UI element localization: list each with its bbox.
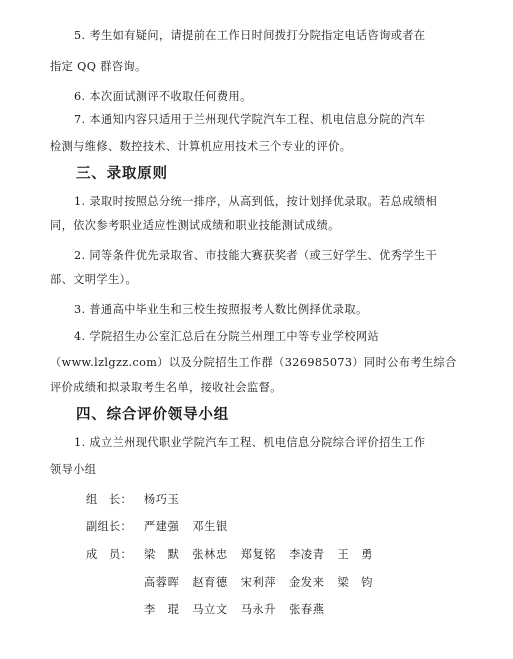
rule4-line3: 评价成绩和拟录取考生名单，接收社会监督。	[50, 381, 282, 394]
members-row	[86, 603, 338, 617]
item5-line2: 指定 QQ 群咨询。	[50, 60, 147, 73]
group-intro-line2: 领导小组	[50, 463, 97, 476]
deputy-name: 邓生银	[192, 520, 228, 533]
group-intro-line1: 1. 成立兰州现代职业学院汽车工程、机电信息分院综合评价招生工作	[74, 436, 426, 449]
member-name: 马立文	[192, 603, 228, 616]
leader-row	[86, 493, 192, 507]
member-name: 李 琨	[144, 603, 180, 616]
deputy-name: 严建强	[144, 520, 180, 533]
item7-line1: 7. 本通知内容只适用于兰州现代学院汽车工程、机电信息分院的汽车	[74, 113, 426, 126]
deputy-row	[86, 520, 241, 534]
deputy-label: 副组长：	[86, 520, 132, 533]
member-name: 宋利萍	[240, 576, 277, 589]
item6: 6. 本次面试测评不收取任何费用。	[74, 90, 252, 103]
leader-label: 组 长：	[86, 493, 132, 506]
rule1-line1: 1. 录取时按照总分统一排序，从高到低，按计划择优录取。若总成绩相	[74, 195, 438, 208]
member-name: 王 勇	[337, 548, 373, 561]
rule4-line1: 4. 学院招生办公室汇总后在分院兰州理工中等专业学校网站	[74, 330, 380, 343]
section4-heading: 四、综合评价领导小组	[76, 407, 229, 423]
item5-line1: 5. 考生如有疑问，请提前在工作日时间拨打分院指定电话咨询或者在	[74, 29, 426, 42]
members-row	[86, 548, 386, 562]
member-name: 张林忠	[192, 548, 228, 561]
member-name: 梁 钧	[337, 576, 373, 589]
member-name: 高蓉晖	[144, 576, 180, 589]
rule2-line2: 部、文明学生）。	[50, 273, 138, 286]
rule2-line1: 2. 同等条件优先录取省、市技能大赛获奖者（或三好学生、优秀学生干	[74, 249, 438, 262]
section3-heading: 三、录取原则	[76, 166, 168, 182]
rule1-line2: 同，依次参考职业适应性测试成绩和职业技能测试成绩。	[50, 219, 340, 232]
member-name: 张春燕	[289, 603, 325, 616]
member-name: 梁 默	[144, 548, 180, 561]
leader-name: 杨巧玉	[144, 493, 180, 506]
member-name: 马永升	[240, 603, 277, 616]
rule4-line2: （www.lzlgzz.com）以及分院招生工作群（326985073）同时公布考生综合	[50, 356, 457, 369]
member-name: 李凌青	[289, 548, 325, 561]
member-name: 金发来	[289, 576, 325, 589]
member-name: 郑复铭	[240, 548, 277, 561]
member-name: 赵育德	[192, 576, 228, 589]
members-row	[86, 576, 386, 590]
item7-line2: 检测与维修、数控技术、计算机应用技术三个专业的评价。	[50, 140, 352, 153]
members-label: 成 员：	[86, 548, 132, 561]
rule3: 3. 普通高中毕业生和三校生按照报考人数比例择优录取。	[74, 303, 368, 316]
